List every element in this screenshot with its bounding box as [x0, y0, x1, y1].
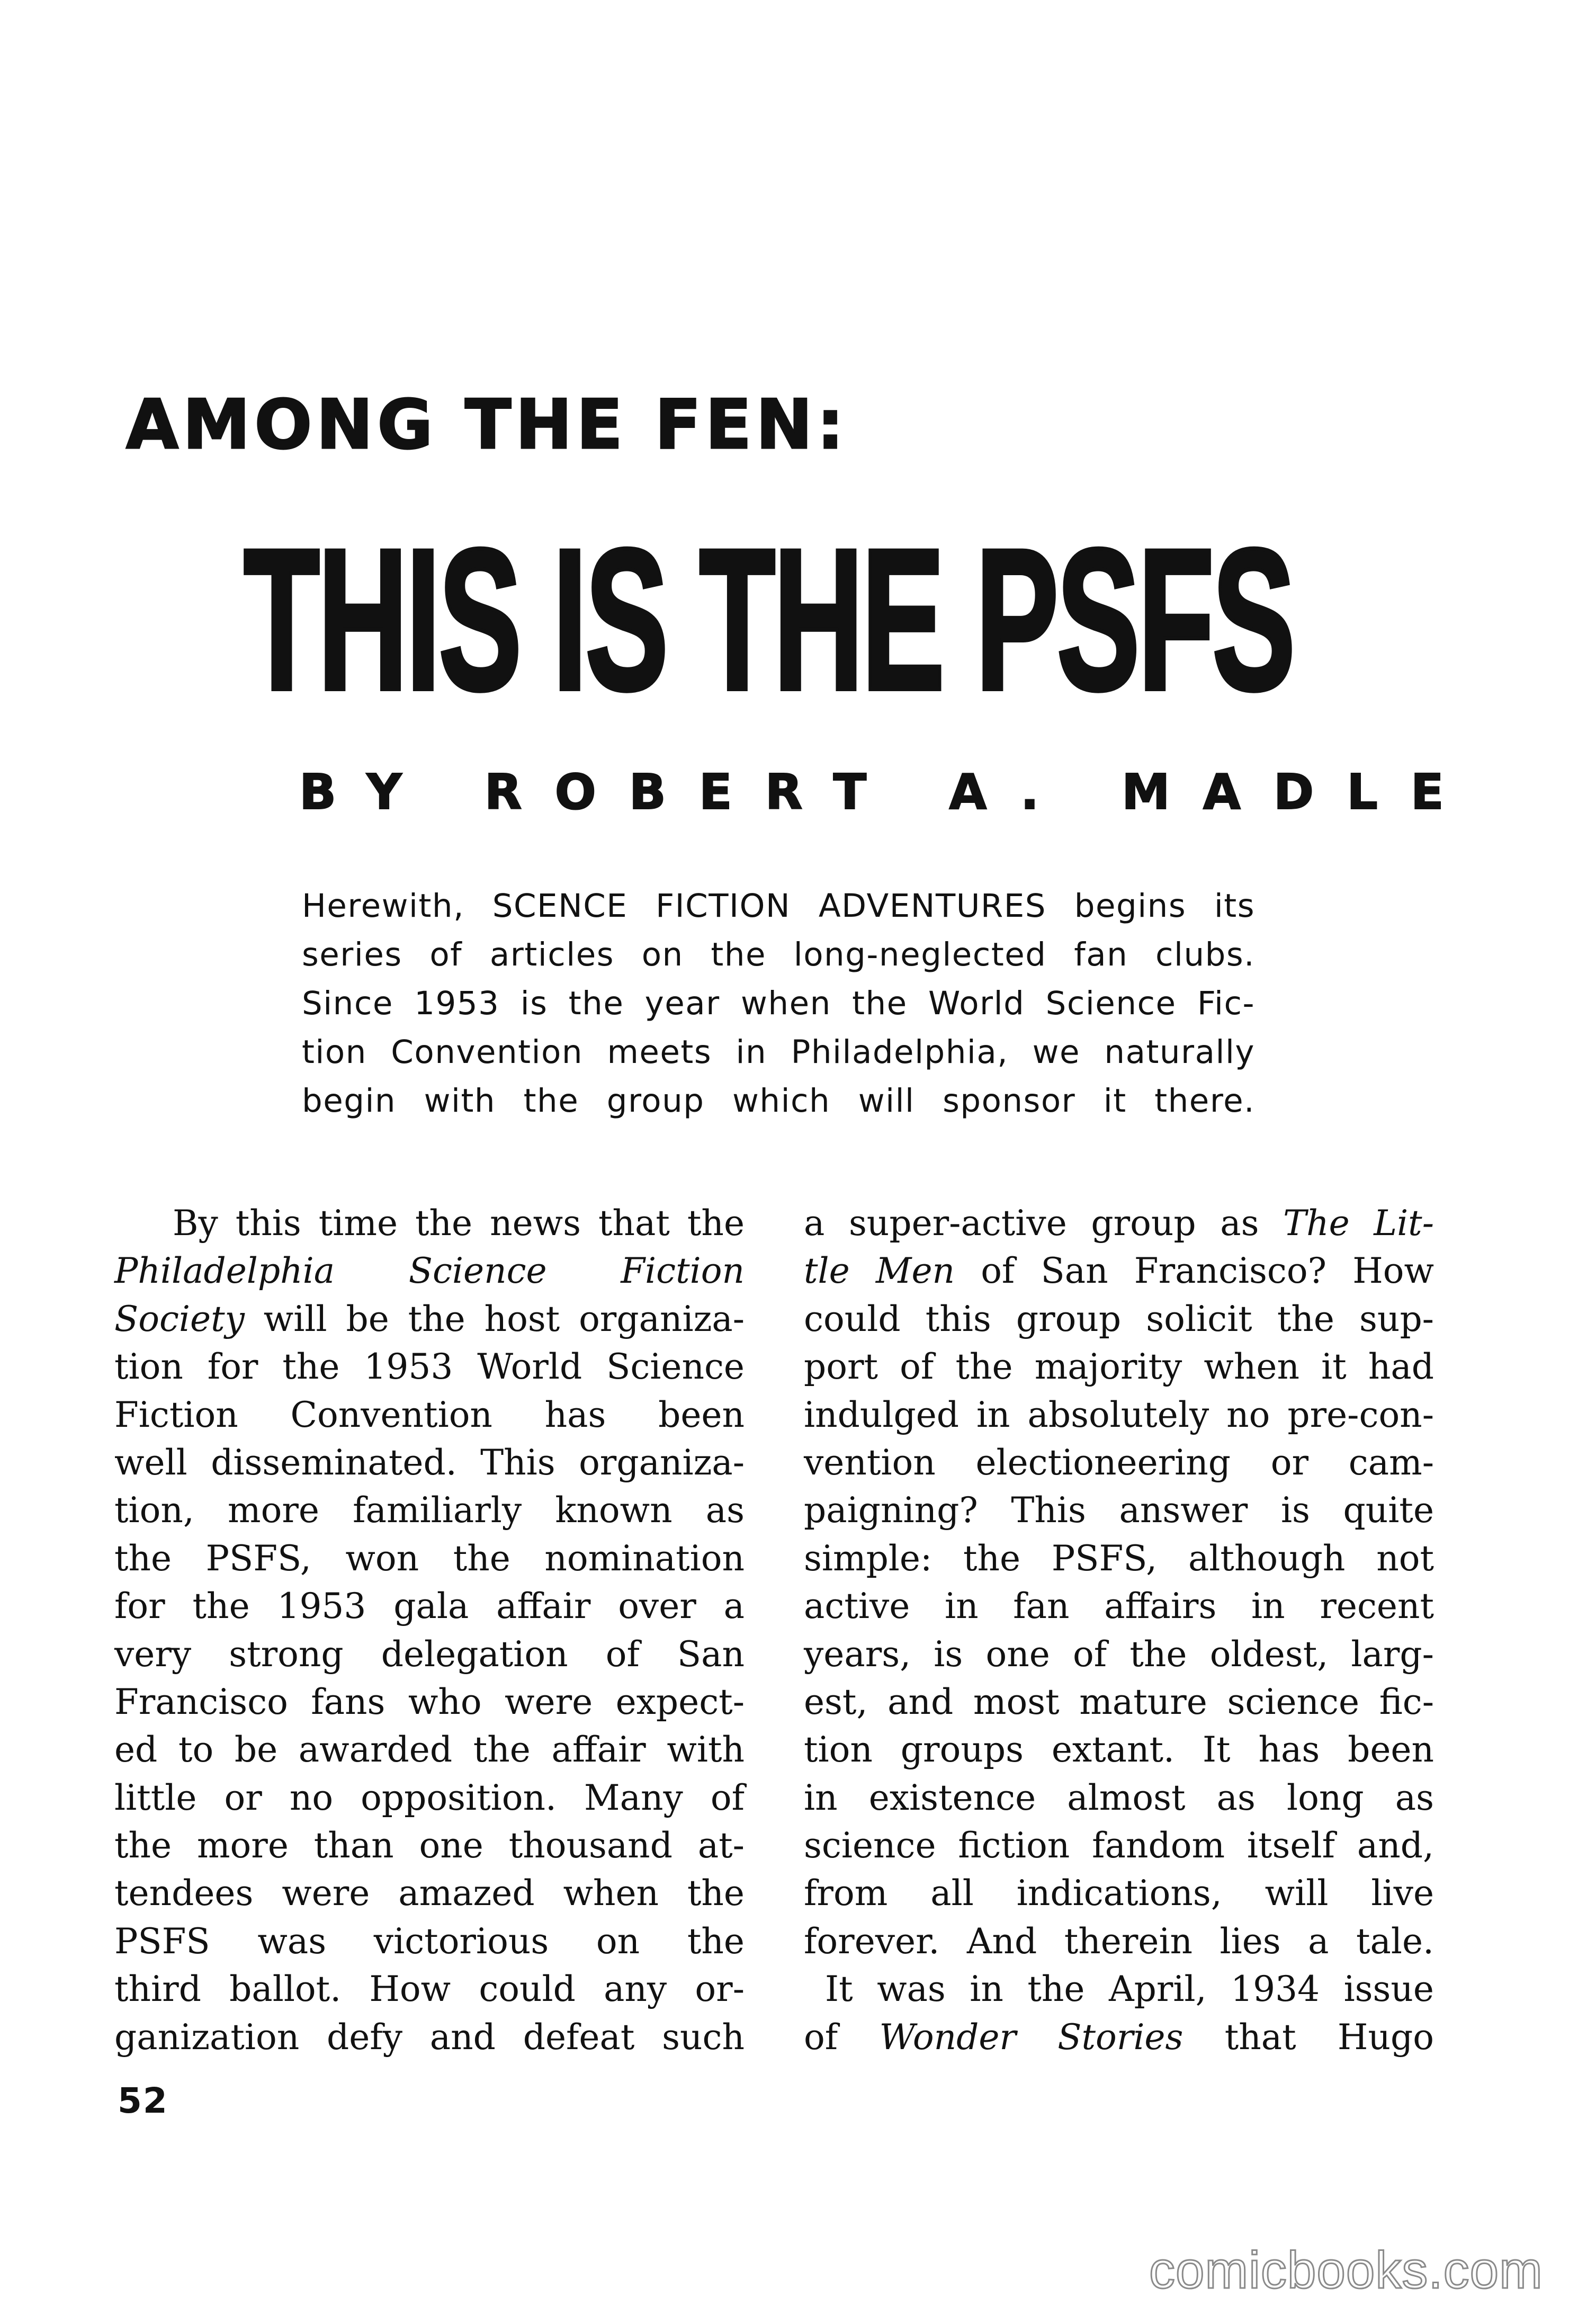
text-segment: that Hugo: [1183, 2016, 1434, 2058]
body-text-line: [804, 1343, 1434, 1391]
body-column-right: [804, 1200, 1434, 2061]
text-segment: It was in the April, 1934 issue: [825, 1969, 1434, 2010]
body-text-line: [114, 1870, 745, 1917]
body-text-line: [804, 1918, 1434, 1965]
article-kicker: AMONG THE FEN:: [126, 386, 848, 464]
body-text-line: [114, 1391, 745, 1439]
body-text-line: [114, 1774, 745, 1822]
body-text-line: [114, 1200, 745, 1247]
body-column-left: [114, 1200, 745, 2061]
text-segment: PSFS was victorious on the: [114, 1920, 745, 1962]
body-text-line: [114, 1965, 745, 2013]
text-segment: a super-active group as: [804, 1203, 1284, 1244]
body-text-line: [804, 1774, 1434, 1822]
body-text-line: [804, 1439, 1434, 1487]
text-segment: the PSFS, won the nomination: [114, 1538, 745, 1579]
text-segment: indulged in absolutely no pre-con-: [804, 1394, 1434, 1435]
intro-line: tion Convention meets in Philadelphia, we naturally: [302, 1033, 1255, 1071]
text-segment: tion groups extant. It has been: [804, 1729, 1434, 1771]
text-segment: Francisco fans who were expect-: [114, 1681, 745, 1722]
body-text-line: [114, 1631, 745, 1678]
body-text-line: [114, 1487, 745, 1534]
italic-text: tle Men: [804, 1250, 955, 1292]
text-segment: for the 1953 gala affair over a: [114, 1586, 745, 1627]
italic-text: Wonder Stories: [879, 2016, 1184, 2058]
text-segment: little or no opposition. Many of: [114, 1777, 745, 1818]
italic-text: Philadelphia Science Fiction: [114, 1250, 745, 1292]
italic-text: The Lit-: [1283, 1203, 1434, 1244]
text-segment: from all indications, will live: [804, 1873, 1434, 1914]
intro-line: Since 1953 is the year when the World Science Fic-: [302, 985, 1255, 1022]
article-headline: THIS IS THE PSFS: [244, 507, 1294, 732]
text-segment: tendees were amazed when the: [114, 1873, 745, 1914]
body-text-line: [804, 1870, 1434, 1917]
text-segment: forever. And therein lies a tale.: [804, 1920, 1434, 1962]
body-text-line: [804, 1200, 1434, 1247]
body-text-line: [114, 1535, 745, 1583]
body-text-line: [114, 1726, 745, 1774]
text-segment: port of the majority when it had: [804, 1346, 1434, 1388]
intro-line: series of articles on the long-neglected fan clubs.: [302, 936, 1255, 973]
body-text-line: [804, 1822, 1434, 1870]
text-segment: ganization defy and defeat such: [114, 2016, 745, 2058]
text-segment: very strong delegation of San: [114, 1633, 745, 1675]
text-segment: of San Francisco? How: [955, 1250, 1434, 1292]
text-segment: could this group solicit the sup-: [804, 1298, 1434, 1339]
body-text-line: [114, 1295, 745, 1343]
body-text-line: [804, 1726, 1434, 1774]
text-segment: well disseminated. This organiza-: [114, 1442, 745, 1483]
text-segment: Fiction Convention has been: [114, 1394, 745, 1435]
text-segment: active in fan affairs in recent: [804, 1586, 1434, 1627]
text-segment: science fiction fandom itself and,: [804, 1825, 1434, 1866]
body-text-line: [804, 1295, 1434, 1343]
intro-line: begin with the group which will sponsor it there.: [302, 1082, 1255, 1120]
text-segment: in existence almost as long as: [804, 1777, 1434, 1818]
page-number: 52: [118, 2080, 168, 2121]
text-segment: est, and most mature science fic-: [804, 1681, 1434, 1722]
body-text-line: [804, 1631, 1434, 1678]
text-segment: tion for the 1953 World Science: [114, 1346, 745, 1388]
body-text-line: [114, 2014, 745, 2061]
body-text-line: [804, 1535, 1434, 1583]
text-segment: of: [804, 2016, 880, 2058]
body-text-line: [114, 1678, 745, 1726]
body-text-line: [114, 1439, 745, 1487]
body-text-line: [804, 1391, 1434, 1439]
text-segment: By this time the news that the: [173, 1203, 745, 1244]
text-segment: the more than one thousand at-: [114, 1825, 745, 1866]
body-text-line: [804, 2014, 1434, 2061]
body-text-line: [114, 1343, 745, 1391]
watermark-logo: comicbooks.com: [1149, 2241, 1543, 2299]
body-text-line: [804, 1965, 1434, 2013]
intro-line: Herewith, SCENCE FICTION ADVENTURES begins its: [302, 887, 1255, 925]
body-text-line: [804, 1487, 1434, 1534]
text-segment: vention electioneering or cam-: [804, 1442, 1434, 1483]
text-segment: paigning? This answer is quite: [804, 1490, 1434, 1531]
body-text-line: [114, 1822, 745, 1870]
article-byline: BY ROBERT A. MADLE: [299, 764, 1477, 820]
body-text-line: [804, 1247, 1434, 1295]
body-text-line: [114, 1918, 745, 1965]
body-text-line: [804, 1678, 1434, 1726]
text-segment: will be the host organiza-: [244, 1298, 745, 1339]
intro-paragraph: [302, 882, 1255, 1125]
body-text-line: [114, 1247, 745, 1295]
italic-text: Society: [114, 1298, 245, 1339]
body-text-line: [114, 1583, 745, 1630]
text-segment: years, is one of the oldest, larg-: [804, 1633, 1434, 1675]
body-text-line: [804, 1583, 1434, 1630]
text-segment: simple: the PSFS, although not: [804, 1538, 1434, 1579]
text-segment: tion, more familiarly known as: [114, 1490, 745, 1531]
text-segment: ed to be awarded the affair with: [114, 1729, 745, 1771]
text-segment: third ballot. How could any or-: [114, 1969, 745, 2010]
